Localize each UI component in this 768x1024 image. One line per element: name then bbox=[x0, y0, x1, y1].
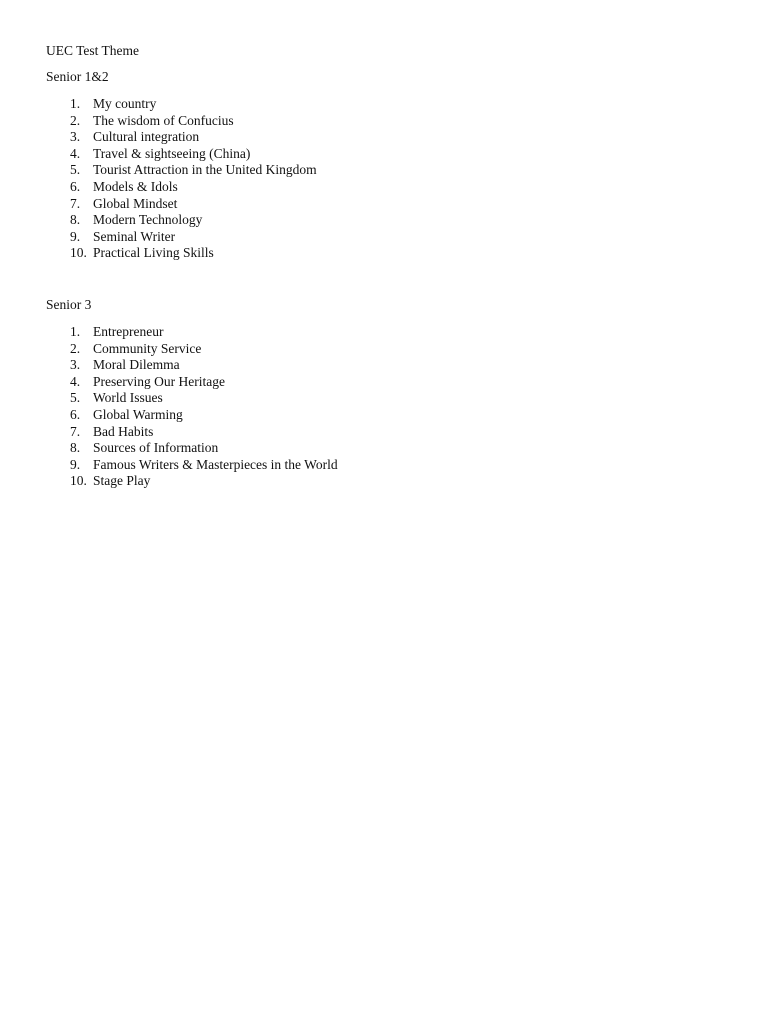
item-text: Seminal Writer bbox=[93, 228, 176, 244]
item-text: Stage Play bbox=[93, 473, 151, 489]
item-text: Bad Habits bbox=[93, 423, 154, 439]
item-number: 2. bbox=[70, 112, 81, 128]
section-heading-senior-3: Senior 3 bbox=[46, 297, 92, 312]
item-number: 6. bbox=[70, 406, 81, 422]
item-number: 9. bbox=[70, 228, 81, 244]
item-text: Famous Writers & Masterpieces in the World bbox=[93, 456, 338, 472]
item-number: 7. bbox=[70, 423, 81, 439]
item-text: World Issues bbox=[93, 390, 163, 406]
item-text: Travel & sightseeing (China) bbox=[93, 145, 251, 161]
item-text: Entrepreneur bbox=[93, 324, 164, 339]
item-text: Moral Dilemma bbox=[93, 357, 180, 373]
item-text: Global Warming bbox=[93, 406, 183, 422]
item-number: 7. bbox=[70, 195, 81, 211]
item-number: 10. bbox=[70, 245, 87, 261]
item-number: 3. bbox=[70, 129, 81, 145]
item-number: 10. bbox=[70, 473, 87, 489]
item-text: Models & Idols bbox=[93, 178, 178, 194]
item-number: 8. bbox=[70, 212, 81, 228]
item-text: Cultural integration bbox=[93, 129, 200, 145]
item-text: Practical Living Skills bbox=[93, 245, 214, 261]
item-text: Sources of Information bbox=[93, 440, 219, 456]
document-title: UEC Test Theme bbox=[46, 43, 140, 58]
section-heading-senior-1-2: Senior 1&2 bbox=[46, 69, 109, 84]
item-text: Modern Technology bbox=[93, 212, 203, 228]
item-text: Preserving Our Heritage bbox=[93, 373, 225, 389]
item-text: My country bbox=[93, 96, 157, 111]
item-number: 1. bbox=[70, 324, 81, 339]
item-number: 4. bbox=[70, 373, 81, 389]
item-number: 3. bbox=[70, 357, 81, 373]
item-number: 1. bbox=[70, 96, 81, 111]
item-number: 9. bbox=[70, 456, 81, 472]
item-text: Global Mindset bbox=[93, 195, 178, 211]
item-text: The wisdom of Confucius bbox=[93, 112, 234, 128]
item-number: 5. bbox=[70, 162, 81, 178]
item-number: 2. bbox=[70, 340, 81, 356]
item-text: Community Service bbox=[93, 340, 202, 356]
item-number: 4. bbox=[70, 145, 81, 161]
item-number: 6. bbox=[70, 178, 81, 194]
item-number: 5. bbox=[70, 390, 81, 406]
item-number: 8. bbox=[70, 440, 81, 456]
item-text: Tourist Attraction in the United Kingdom bbox=[93, 162, 317, 178]
